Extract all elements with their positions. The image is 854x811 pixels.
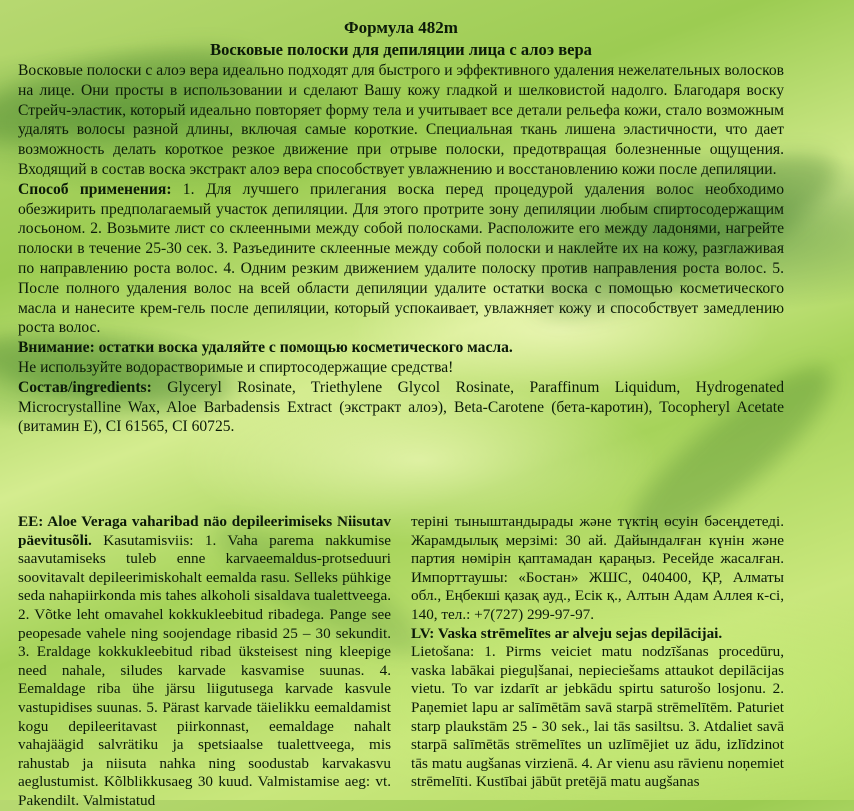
ee-text: Kasutamisviis: 1. Vaha parema nakkumise saavutamiseks tuleb enne karvaeemaldus-protseduuri soovitavalt depileerimiskohalt eemalda rasu. Selleks pühkige seda nahapiirkonda mis tahes alkoholi sisaldava tualettveega. 2. Võtke leht omavahel kokkukleebitud ribadega. Pange see peopesade vahele ning soojendage ribasid 25 – 30 sekundit. 3. Eraldage kokkukleebitud ribad üksteisest ning kleepige need nahale, siludes karvade kasvamise suunas. 4. Eemaldage riba ühe järsu liigutusega karvade kasvule vastupidises suunas. 5. Pärast karvade täielikku eemaldamist kogu depileeritavast piirkonnast, eemaldage nahalt vahajäägid salvrätiku ja spetsiaalse tualettveega, mis rahustab ja niisuta nahka ning soodustab karvakasvu aeglustumist. Kõlblikkusaeg 30 kuud. Valmistamise aeg: vt. Pakendilt. Valmistatud [18,531,391,809]
label-text-block [18,0,784,437]
ru-warning [18,338,784,358]
ru-usage-label: Способ применения: [18,180,172,198]
product-name-heading: Восковые полоски для депиляции лица с алоэ вера [210,40,592,59]
ru-composition-text: Glyceryl Rosinate, Triethylene Glycol Rosinate, Paraffinum Liquidum, Hydrogenated Microcrystalline Wax, Aloe Barbadensis Extract (экстракт алоэ), Beta-Carotene (бета-каротин), Tocopheryl Acetate (витамин Е), CI 61565, CI 60725. [18,378,784,436]
ru-composition [18,378,784,437]
ru-warning-text: Внимание: остатки воска удаляйте с помощью косметического масла. [18,339,513,357]
ru-warning-note: Не используйте водорастворимые и спиртосодержащие средства! [18,358,454,376]
left-column [18,513,391,809]
lv-section [411,625,784,644]
multilingual-columns [18,513,784,809]
ee-heading: EE: Aloe Veraga vaharibad näo depileerimiseks Niisutav päevitusõli. [18,513,391,549]
lv-text: Lietošana: 1. Pirms veiciet matu nodzīšanas procedūru, vaska labākai pieguļšanai, nepieciešams attaukot depilācijas vietu. To var izdarīt ar jebkādu spirtu saturošo losjonu. 2. Paņemiet lapu ar salīmētām savā starpā strēmelītēm. Paturiet starp plaukstām 25 - 30 sek., lai tās sasiltsu. 3. Atdaliet savā starpā salīmētās strēmelītes un uzlīmējiet uz ādu, izlīdzinot tās matu augšanas virzienā. 4. Ar vienu asu rāvienu noņemiet strēmelīti. Kustībai jābūt pretējā matu augšanas [411,643,784,791]
product-formula-title: Формула 482m [344,18,458,37]
kz-text: терiнi тыныштандырады және түктің өсуін бәсеңдетеді. Жарамдылық мерзімі: 30 ай. Дайындалған күнін және партия нөмірін қаптамадан қараңыз. Ресейде жасалған. Импорттаушы: «Бостан» ЖШС, 040400, ҚР, Алматы обл., Еңбекші қазақ ауд., Есік қ., Алтын Адам Аллея к-сі, 140, тел.: +7(727) 299-97-97. [411,513,784,623]
ru-usage-text: 1. Для лучшего прилегания воска перед процедурой удаления волос необходимо обезжирить предполагаемый участок депиляции. Для этого протрите зону депиляции любым спиртосодержащим лосьоном. 2. Возьмите лист со склеенными между собой полосками. Расположите его между ладонями, нагрейте полоски в течение 25-30 сек. 3. Разъедините склеенные между собой полоски и наклейте их на кожу, разглаживая по направлению роста волос. 4. Одним резким движением удалите полоску против направления роста волос. 5. После полного удаления волос на всей области депиляции удалите остатки воска с помощью косметического масла и нанесите крем-гель после депиляции, который успокаивает, увлажняет кожу и способствует замедлению роста волос. [18,180,784,337]
right-column [411,513,784,800]
ru-usage [18,180,784,338]
ru-description: Восковые полоски с алоэ вера идеально подходят для быстрого и эффективного удаления нежелательных волосков на лице. Они просты в использовании и сделают Вашу кожу гладкой и шелковистой надолго. Благодаря воску Стрейч-эластик, который идеально повторяет форму тела и учитывает все детали рельефа кожи, стало возможным удалять волосы разной длины, включая самые короткие. Специальная ткань лишена эластичности, что дает возможность делать короткое резкое движение при отрыве полоски, предотвращая болезненные ощущения. Входящий в состав воска экстракт алоэ вера способствует увлажнению и восстановлению кожи после депиляции. [18,62,785,178]
ru-composition-label: Состав/ingredients: [18,378,152,396]
lv-heading: LV: Vaska strēmelītes ar alveju sejas depilācijai. [411,624,723,642]
ee-section [18,513,391,811]
